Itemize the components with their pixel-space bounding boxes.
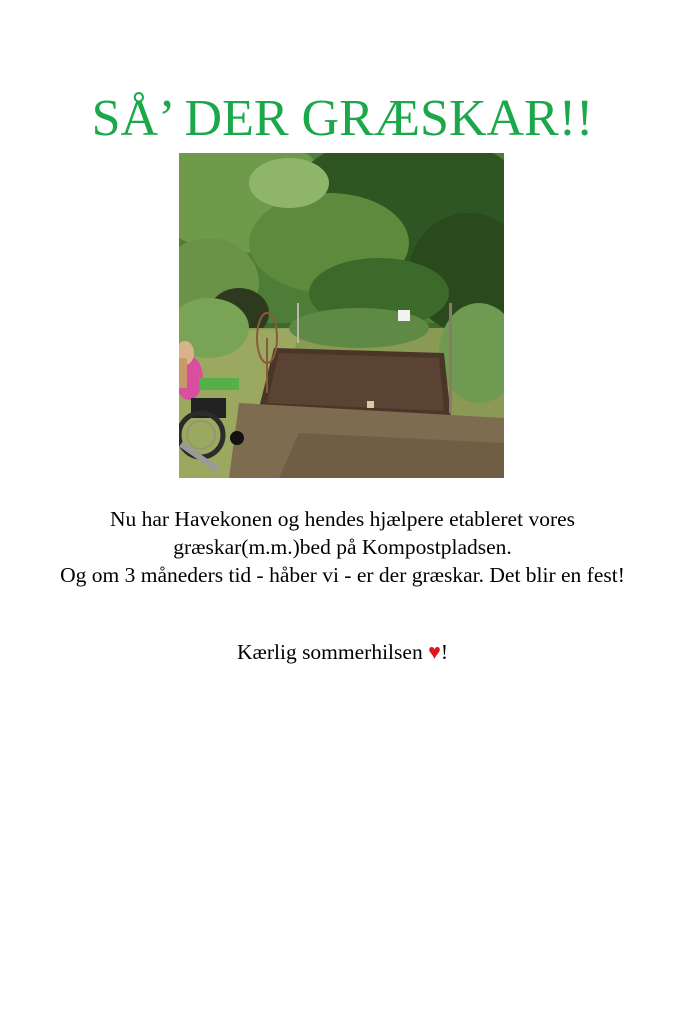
garden-bed-photo — [179, 153, 504, 478]
heart-icon: ♥ — [428, 640, 441, 664]
paragraph-line-1: Nu har Havekonen og hendes hjælpere etableret vores græskar(m.m.)bed på Kompostpladsen. — [109, 507, 576, 559]
greeting — [0, 638, 685, 666]
greeting-text: Kærlig sommerhilsen — [236, 640, 429, 664]
greeting-end: ! — [440, 640, 449, 664]
paragraph-line-2: Og om 3 måneders tid - håber vi - er der græskar. Det blir en fest! — [60, 563, 625, 587]
body-paragraph — [40, 505, 645, 589]
page-title: SÅ’ DER GRÆSKAR!! — [91, 90, 594, 147]
